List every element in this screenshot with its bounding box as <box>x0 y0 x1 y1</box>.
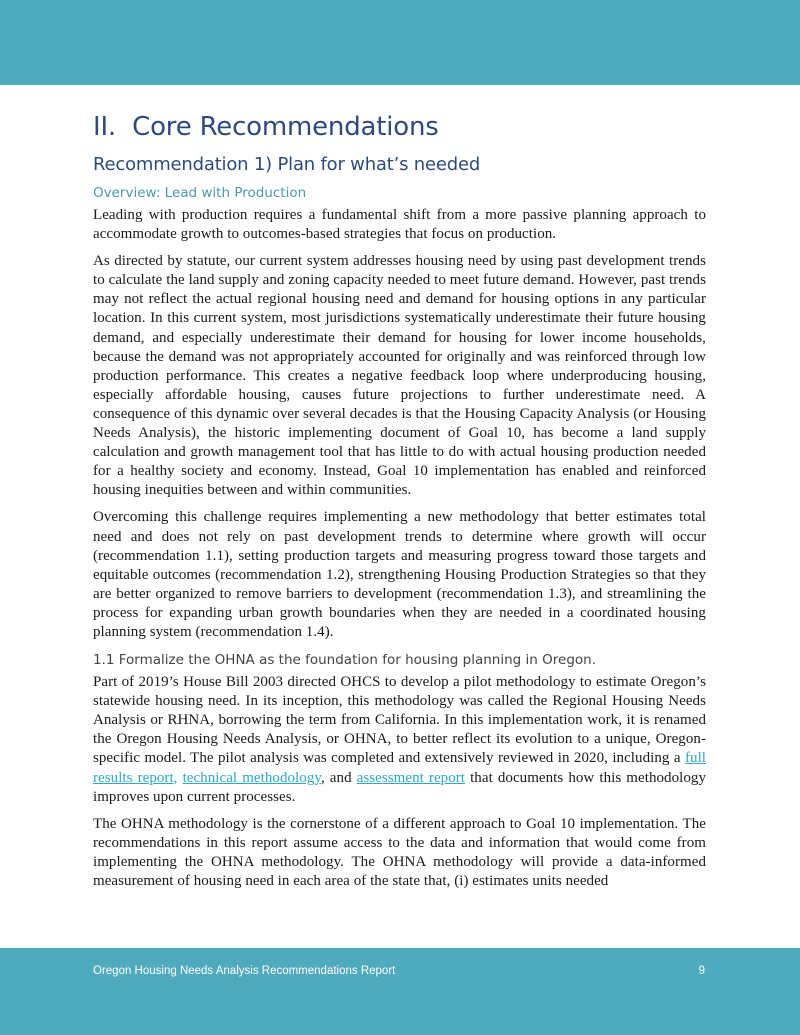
text: Part of 2019’s House Bill 2003 directed OHCS to develop a pilot methodology to estimate Oregon’s statewide housing need. In its inception, this methodology was called the Regional Housing Needs Analysis or RHNA, borrowing the term from California. In this implementation work, it is renamed the Oregon Housing Needs Analysis, or OHNA, to better reflect its evolution to a unique, Oregon-specific model. The pilot analysis was completed and extensively reviewed in 2020, including a <box>93 674 706 767</box>
subsection-title: 1.1 Formalize the OHNA as the foundation for housing planning in Oregon. <box>93 652 596 669</box>
ohna-paragraph <box>93 673 706 807</box>
text: , and <box>320 769 357 786</box>
text: that documents how this methodology improves upon current processes. <box>93 769 707 805</box>
header-band <box>0 0 800 85</box>
paragraph: Overcoming this challenge requires implementing a new methodology that better estimates total need and does not rely on past development trends to determine where growth will occur (recommendation 1.1), setting production targets and measuring progress toward those targets and equitable outcomes (recommendation 1.2), strengthening Housing Production Strategies so that they are better organized to remove barriers to development (recommendation 1.3), and streamlining the process for expanding urban growth boundaries when they are needed in a coordinated housing planning system (recommendation 1.4). <box>93 509 706 640</box>
full-results-report-link[interactable]: full results report, <box>93 750 706 786</box>
paragraph: As directed by statute, our current system addresses housing need by using past development trends to calculate the land supply and zoning capacity needed to meet future demand. However, past trends may not reflect the actual regional housing need and demand for housing options in any particular location. In this current system, most jurisdictions systematically underestimate their future housing demand, and especially underestimate their demand for housing for lower income households, because the demand was not appropriately accounted for originally and was reinforced through low production performance. This creates a negative feedback loop where underproducing housing, especially affordable housing, causes future projections to further underestimate need. A consequence of this dynamic over several decades is that the Housing Capacity Analysis (or Housing Needs Analysis), the historic implementing document of Goal 10, has become a land supply calculation and growth management tool that has little to do with actual housing production needed for a healthy society and economy. Instead, Goal 10 implementation has enabled and reinforced housing inequities between and within communities. <box>93 253 706 499</box>
overview-title: Overview: Lead with Production <box>93 185 307 201</box>
paragraph: The OHNA methodology is the cornerstone of a different approach to Goal 10 implementation. The recommendations in this report assume access to the data and information that would come from implementing the OHNA methodology. The OHNA methodology will provide a data-informed measurement of housing need in each area of the state that, (i) estimates units needed <box>93 815 706 889</box>
section-title: II. Core Recommendations <box>93 112 439 142</box>
recommendation-title: Recommendation 1) Plan for what’s needed <box>93 154 481 175</box>
page-number: 9 <box>698 965 705 977</box>
footer-title: Oregon Housing Needs Analysis Recommendations Report <box>93 965 396 977</box>
technical-methodology-link[interactable]: technical methodology <box>182 769 321 786</box>
paragraph: Leading with production requires a fundamental shift from a more passive planning approach to accommodate growth to outcomes-based strategies that focus on production. <box>93 207 706 243</box>
page-content <box>93 108 706 899</box>
assessment-report-link[interactable]: assessment report <box>356 769 466 786</box>
footer <box>0 948 800 1035</box>
